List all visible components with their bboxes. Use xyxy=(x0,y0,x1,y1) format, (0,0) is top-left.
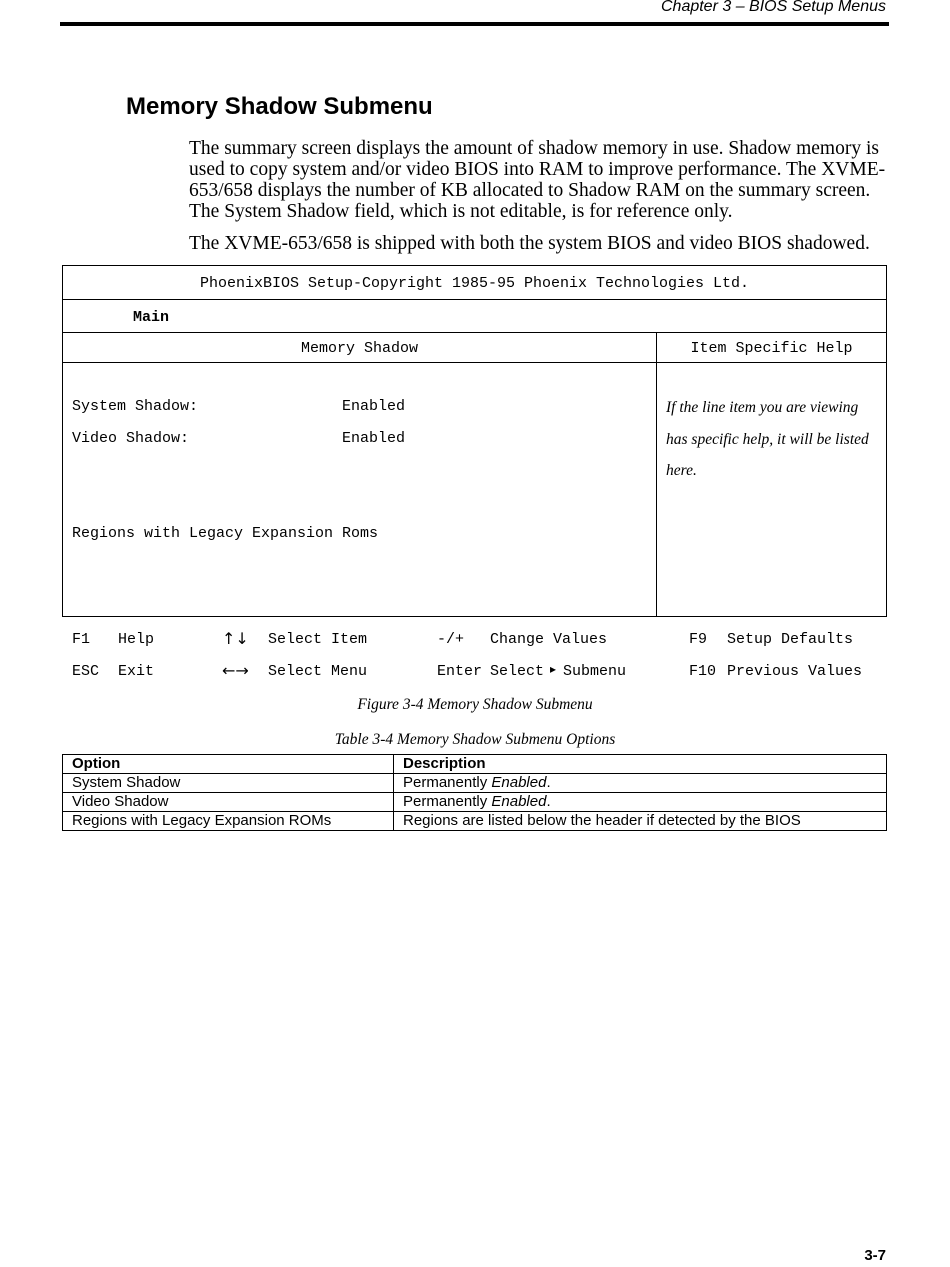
table-row xyxy=(63,793,887,812)
key-f1: F1 xyxy=(72,631,91,648)
figure-caption: Figure 3-4 Memory Shadow Submenu xyxy=(357,696,593,713)
left-right-arrows-icon: ←→ xyxy=(222,661,249,680)
option-cell: Regions with Legacy Expansion ROMs xyxy=(63,812,394,831)
change-values-action: Change Values xyxy=(490,631,608,648)
system-shadow-value[interactable]: Enabled xyxy=(342,398,406,415)
system-shadow-label: System Shadow: xyxy=(72,398,199,415)
select-action: Select xyxy=(490,663,545,680)
key-f1-action: Help xyxy=(118,631,155,648)
paragraph-shipped: The XVME-653/658 is shipped with both the system BIOS and video BIOS shadowed. xyxy=(189,233,870,254)
video-shadow-value[interactable]: Enabled xyxy=(342,430,406,447)
regions-label: Regions with Legacy Expansion Roms xyxy=(72,525,379,542)
bios-help-title: Item Specific Help xyxy=(690,340,853,357)
select-item-action: Select Item xyxy=(268,631,368,648)
setup-defaults-action: Setup Defaults xyxy=(727,631,854,648)
key-enter: Enter xyxy=(437,663,483,680)
header-rule xyxy=(60,22,889,26)
column-header-description: Description xyxy=(394,755,887,774)
options-table xyxy=(62,754,887,831)
key-plus-minus: -/+ xyxy=(437,631,465,648)
key-esc-action: Exit xyxy=(118,663,155,680)
option-cell: System Shadow xyxy=(63,774,394,793)
divider xyxy=(63,332,886,333)
submenu-arrow-icon: ▸ xyxy=(550,662,557,676)
key-f10: F10 xyxy=(689,663,717,680)
bios-section-title: Memory Shadow xyxy=(300,340,419,357)
description-cell: Regions are listed below the header if detected by the BIOS xyxy=(394,812,887,831)
key-esc: ESC xyxy=(72,663,100,680)
column-header-option: Option xyxy=(63,755,394,774)
divider xyxy=(63,299,886,300)
key-f9: F9 xyxy=(689,631,708,648)
table-header-row xyxy=(63,755,887,774)
help-text: If the line item you are viewing has specific help, it will be listed here. xyxy=(666,399,869,479)
submenu-action: Submenu xyxy=(563,663,627,680)
table-row xyxy=(63,774,887,793)
description-cell: Permanently Enabled. xyxy=(394,774,887,793)
table-caption: Table 3-4 Memory Shadow Submenu Options xyxy=(334,731,616,748)
page-number: 3-7 xyxy=(864,1247,886,1264)
bios-screen xyxy=(62,265,887,617)
table-row xyxy=(63,812,887,831)
bios-menu-main[interactable]: Main xyxy=(133,309,170,326)
divider xyxy=(63,362,886,363)
description-cell: Permanently Enabled. xyxy=(394,793,887,812)
video-shadow-label: Video Shadow: xyxy=(72,430,190,447)
previous-values-action: Previous Values xyxy=(727,663,863,680)
chapter-header: Chapter 3 – BIOS Setup Menus xyxy=(660,0,886,15)
option-cell: Video Shadow xyxy=(63,793,394,812)
section-title: Memory Shadow Submenu xyxy=(126,93,433,120)
up-down-arrows-icon: ↑↓ xyxy=(222,629,249,648)
select-menu-action: Select Menu xyxy=(268,663,368,680)
bios-copyright: PhoenixBIOS Setup-Copyright 1985-95 Phoenix Technologies Ltd. xyxy=(199,275,750,292)
paragraph-intro: The summary screen displays the amount of shadow memory in use. Shadow memory is used to copy system and/or video BIOS into RAM to improve performance. The XVME-653/658 displays the number of KB allocated to Shadow RAM on the summary screen. The System Shadow field, which is not editable, is for reference only. xyxy=(189,138,886,222)
column-divider xyxy=(656,332,657,616)
